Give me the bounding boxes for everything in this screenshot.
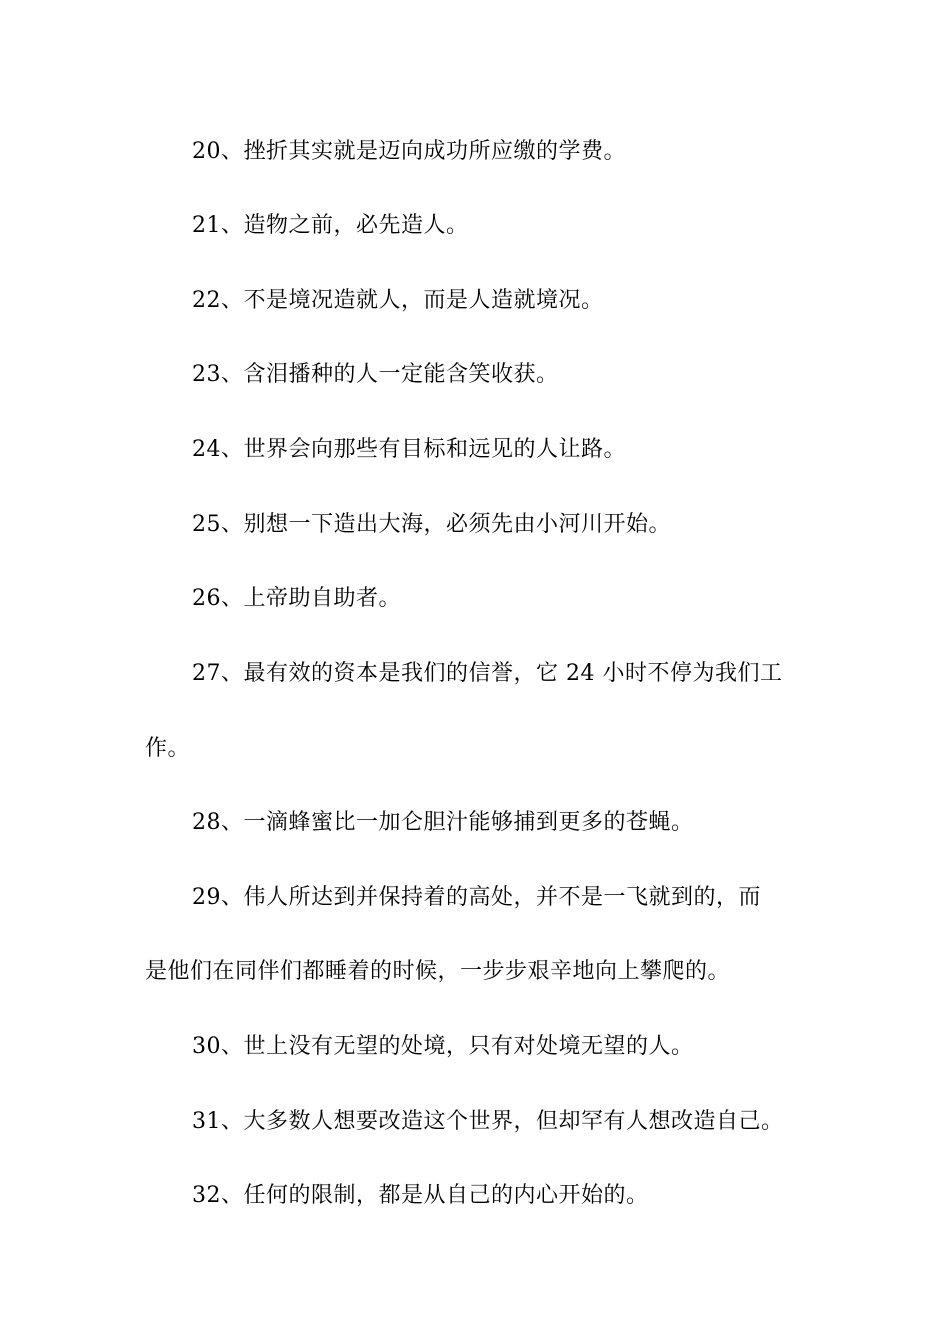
quote-28: 28、一滴蜂蜜比一加仑胆汁能够捕到更多的苍蝇。 bbox=[192, 810, 694, 835]
quote-27-line-2: 作。 bbox=[145, 736, 191, 761]
quote-25: 25、别想一下造出大海，必须先由小河川开始。 bbox=[192, 512, 671, 537]
quote-31: 31、大多数人想要改造这个世界，但却罕有人想改造自己。 bbox=[192, 1109, 784, 1134]
quote-27-line-1: 27、最有效的资本是我们的信誉，它 24 小时不停为我们工 bbox=[192, 661, 783, 686]
quote-22: 22、不是境况造就人，而是人造就境况。 bbox=[192, 288, 604, 313]
quote-32: 32、任何的限制，都是从自己的内心开始的。 bbox=[192, 1183, 649, 1208]
quote-29-line-1: 29、伟人所达到并保持着的高处，并不是一飞就到的，而 bbox=[192, 885, 761, 910]
quote-24: 24、世界会向那些有目标和远见的人让路。 bbox=[192, 437, 626, 462]
quote-30: 30、世上没有无望的处境，只有对处境无望的人。 bbox=[192, 1034, 694, 1059]
quote-29-line-2: 是他们在同伴们都睡着的时候，一步步艰辛地向上攀爬的。 bbox=[145, 959, 731, 984]
quote-26: 26、上帝助自助者。 bbox=[192, 586, 401, 611]
quote-20: 20、挫折其实就是迈向成功所应缴的学费。 bbox=[192, 139, 626, 164]
quote-21: 21、造物之前，必先造人。 bbox=[192, 213, 469, 238]
quote-23: 23、含泪播种的人一定能含笑收获。 bbox=[192, 362, 559, 387]
